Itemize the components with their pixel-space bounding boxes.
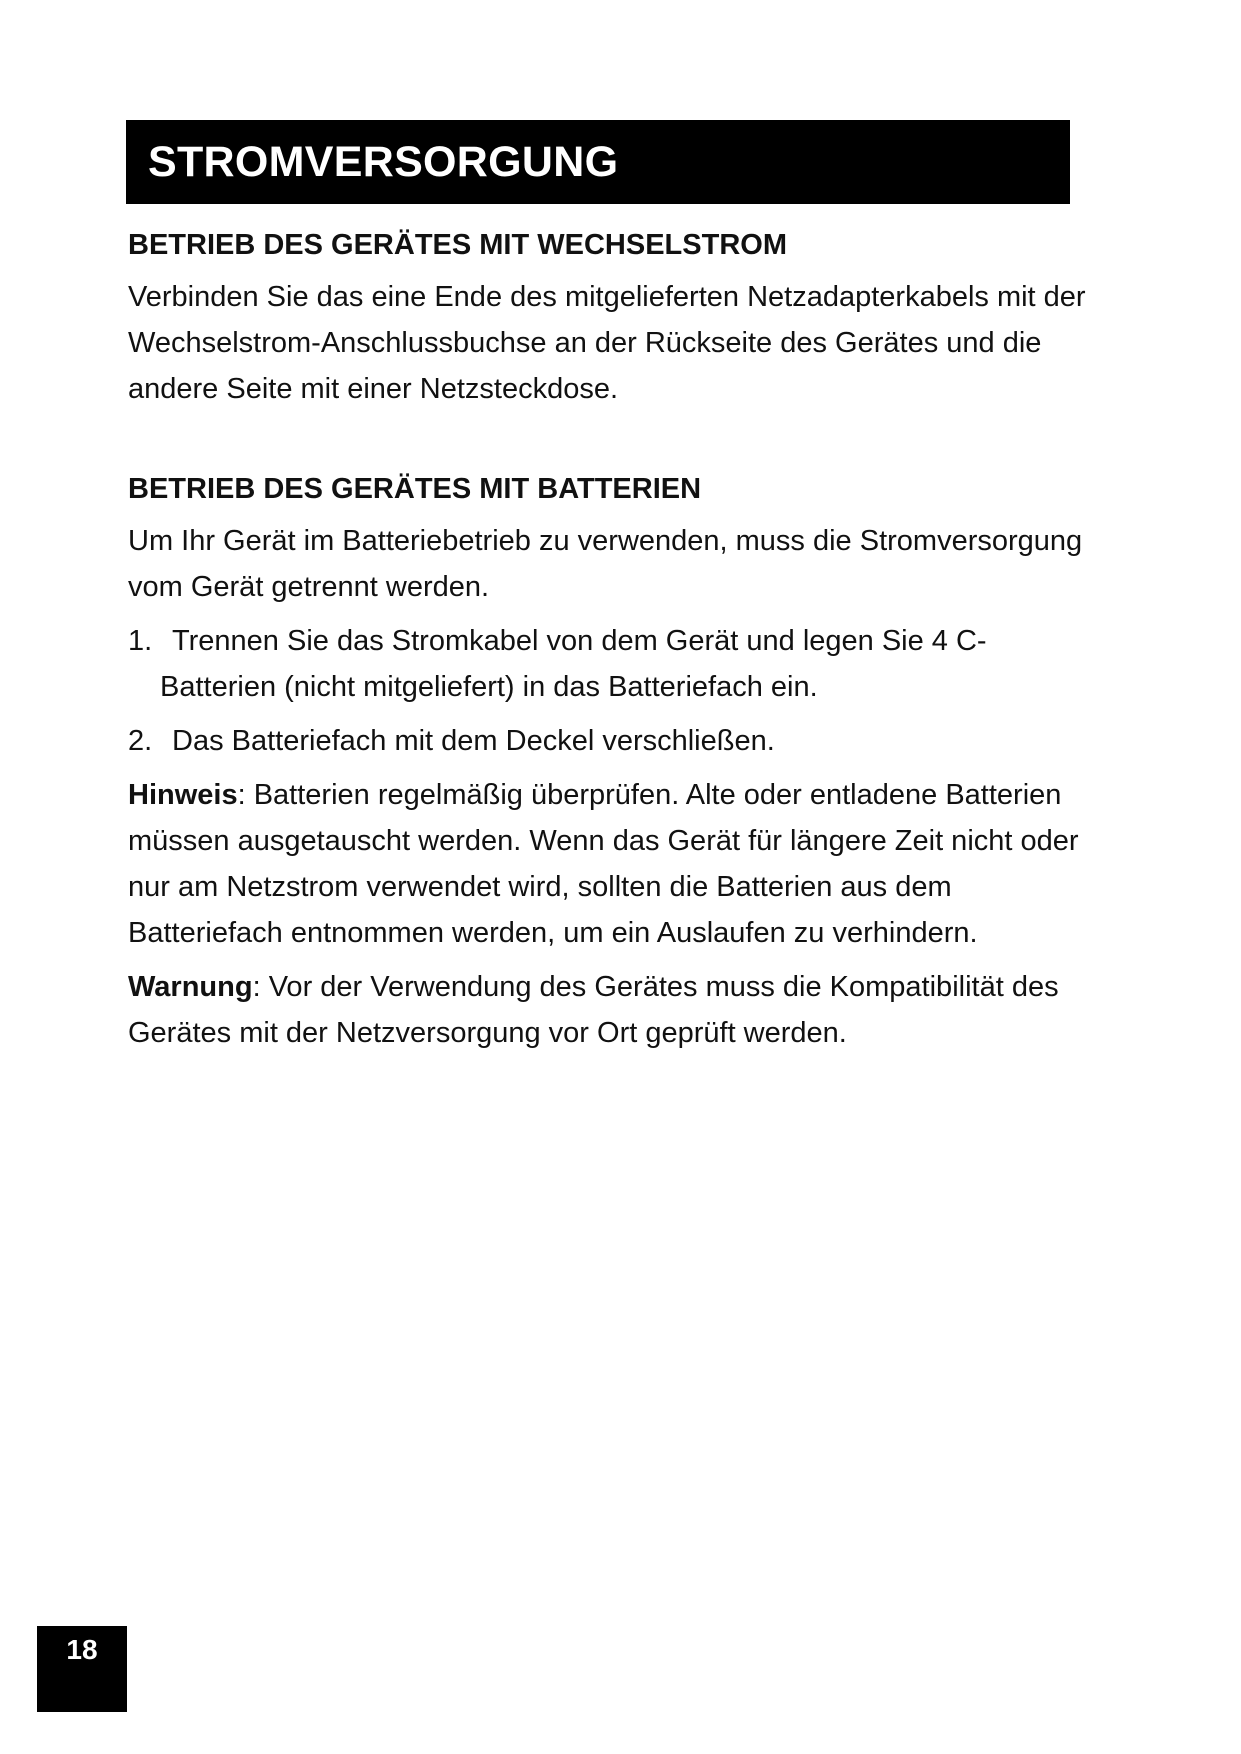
section-heading-ac: BETRIEB DES GERÄTES MIT WECHSELSTROM <box>128 229 787 261</box>
page-title-bar <box>126 120 1070 204</box>
page-number: 18 <box>66 1634 98 1665</box>
page-title: STROMVERSORGUNG <box>148 137 619 186</box>
section-heading-battery: BETRIEB DES GERÄTES MIT BATTERIEN <box>128 473 702 505</box>
section-battery-intro: Um Ihr Gerät im Batteriebetrieb zu verwenden, muss die Stromversorgung vom Gerät getrennt werden. <box>128 525 1083 603</box>
hint-note <box>128 772 1088 956</box>
warning-label: Warnung <box>128 971 253 1003</box>
section-battery-power <box>128 466 1088 1056</box>
list-item <box>128 718 1088 764</box>
page-number-box <box>37 1626 127 1712</box>
list-item-number: 2. <box>128 725 153 757</box>
warning-note <box>128 964 1088 1056</box>
warning-text: : Vor der Verwendung des Gerätes muss die Kompatibilität des Gerätes mit der Netzversorgung vor Ort geprüft werden. <box>128 971 1059 1049</box>
hint-label: Hinweis <box>128 779 238 811</box>
section-ac-power <box>128 222 1088 412</box>
section-ac-text: Verbinden Sie das eine Ende des mitgelieferten Netzadapterkabels mit der Wechselstrom-Anschlussbuchse an der Rückseite des Gerätes und die andere Seite mit einer Netzsteckdose. <box>128 281 1086 405</box>
list-item-number: 1. <box>128 625 153 657</box>
page-content <box>128 222 1088 1064</box>
battery-steps-list <box>128 618 1088 764</box>
hint-text: : Batterien regelmäßig überprüfen. Alte oder entladene Batterien müssen ausgetauscht werden. Wenn das Gerät für längere Zeit nicht oder nur am Netzstrom verwendet wird, sollten die Batterien aus dem Batteriefach entnommen werden, um ein Auslaufen zu verhindern. <box>128 779 1079 949</box>
list-item-text: Trennen Sie das Stromkabel von dem Gerät und legen Sie 4 C-Batterien (nicht mitgeliefert) in das Batteriefach ein. <box>160 625 987 703</box>
list-item-text: Das Batteriefach mit dem Deckel verschließen. <box>172 725 775 757</box>
list-item <box>128 618 1088 710</box>
